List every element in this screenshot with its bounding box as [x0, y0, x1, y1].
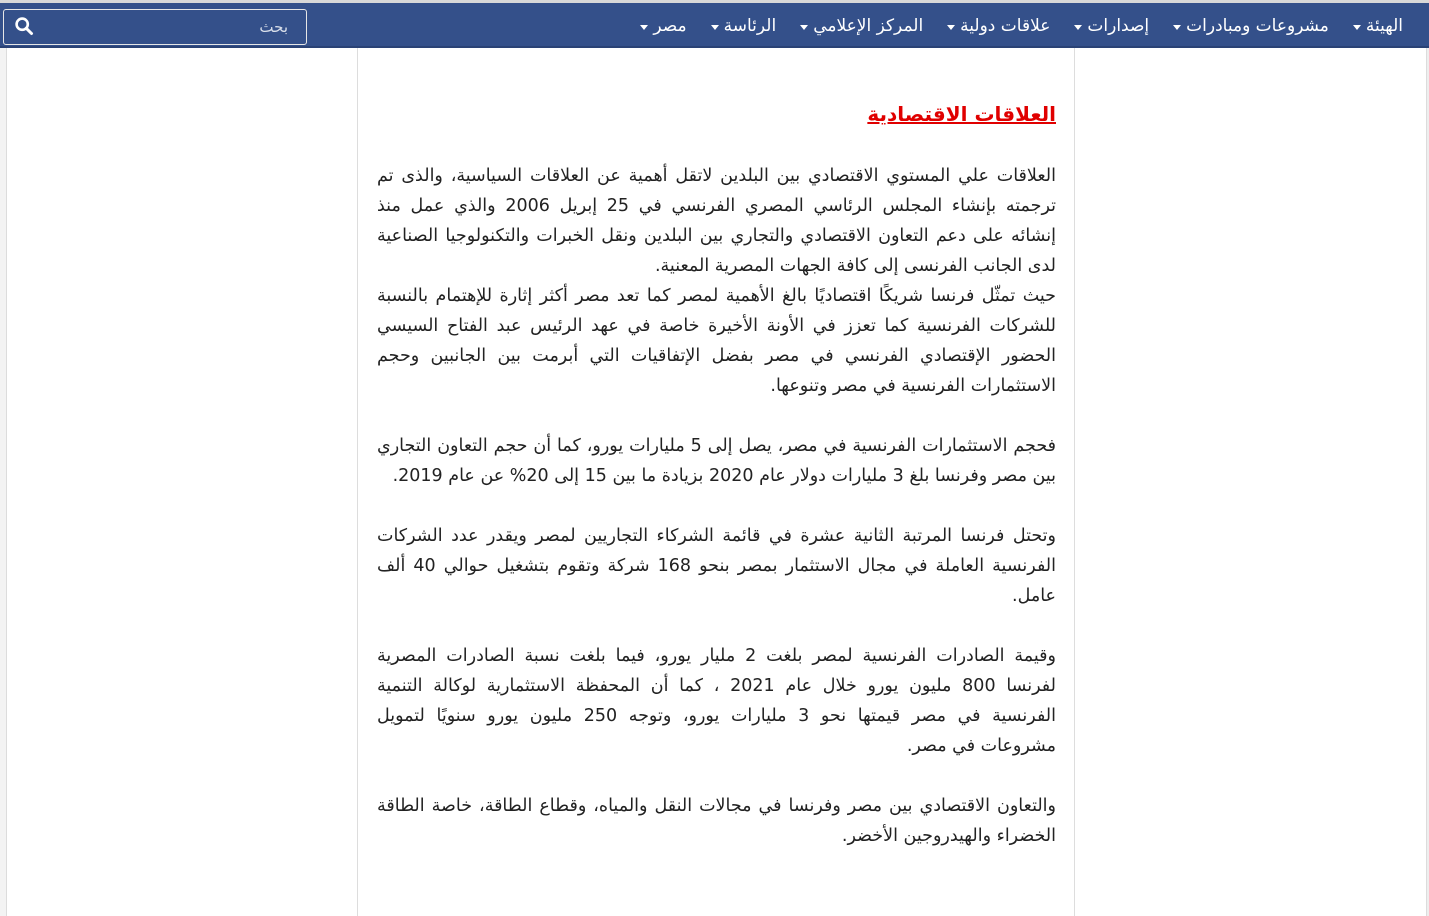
- article-paragraph: وتحتل فرنسا المرتبة الثانية عشرة في قائمة الشركاء التجاريين لمصر ويقدر عدد الشركات الفرنسية العاملة في مجال الاستثمار بمصر بنحو 168 شركة وتقوم بتشغيل حوالي 40 ألف عامل.: [377, 526, 1056, 606]
- article-paragraph: فحجم الاستثمارات الفرنسية في مصر، يصل إلى 5 مليارات يورو، كما أن حجم التعاون التجاري بين مصر وفرنسا بلغ 3 مليارات دولار عام 2020 بزيادة ما بين 15 إلى 20% عن عام 2019.: [377, 436, 1056, 486]
- caret-down-icon: [1173, 25, 1181, 30]
- article-paragraph: والتعاون الاقتصادي بين مصر وفرنسا في مجالات النقل والمياه، وقطاع الطاقة، خاصة الطاقة الخضراء والهيدروجين الأخضر.: [377, 796, 1056, 846]
- caret-down-icon: [800, 25, 808, 30]
- caret-down-icon: [711, 25, 719, 30]
- nav-item-label: علاقات دولية: [960, 15, 1051, 36]
- nav-item-publications[interactable]: [1062, 3, 1161, 48]
- caret-down-icon: [947, 25, 955, 30]
- nav-item-label: مشروعات ومبادرات: [1186, 15, 1329, 36]
- article-paragraph: العلاقات علي المستوي الاقتصادي بين البلدين لاتقل أهمية عن العلاقات السياسية، والذى تم ترجمته بإنشاء المجلس الرئاسي المصري الفرنسي في 25 إبريل 2006 والذي عمل منذ إنشائه على دعم التعاون الاقتصادي والتجاري بين البلدين ونقل الخبرات والتكنولوجيا الصناعية لدى الجانب الفرنسى إلى كافة الجهات المصرية المعنية.: [377, 166, 1056, 276]
- article-title[interactable]: العلاقات الاقتصادية: [867, 102, 1056, 126]
- nav-item-label: مصر: [653, 15, 687, 36]
- left-edge: [0, 48, 7, 916]
- nav-item-authority[interactable]: [1341, 3, 1415, 48]
- navbar: [0, 3, 1429, 48]
- nav-item-international-relations[interactable]: [935, 3, 1062, 48]
- caret-down-icon: [1353, 25, 1361, 30]
- nav-item-projects-initiatives[interactable]: [1161, 3, 1341, 48]
- nav-item-label: المركز الإعلامي: [813, 15, 924, 36]
- nav-item-media-center[interactable]: [788, 3, 935, 48]
- nav-item-egypt[interactable]: [628, 3, 698, 48]
- article-paragraph: وقيمة الصادرات الفرنسية لمصر بلغت 2 مليار يورو، فيما بلغت نسبة الصادرات المصرية لفرنسا 800 مليون يورو خلال عام 2021 ، كما أن المحفظة الاستثمارية لوكالة التنمية الفرنسية في مصر قيمتها نحو 3 مليارات يورو، وتوجه 250 مليون يورو سنويًا لتمويل مشروعات في مصر.: [377, 646, 1056, 756]
- article: [377, 97, 1056, 881]
- nav-item-label: إصدارات: [1087, 15, 1150, 36]
- caret-down-icon: [640, 25, 648, 30]
- search-icon[interactable]: [14, 16, 38, 38]
- nav-menu: [628, 3, 1415, 48]
- caret-down-icon: [1074, 25, 1082, 30]
- nav-item-presidency[interactable]: [699, 3, 789, 48]
- content-column: [357, 48, 1075, 916]
- nav-item-label: الرئاسة: [723, 15, 777, 36]
- nav-item-label: الهيئة: [1365, 15, 1403, 36]
- search-input[interactable]: [48, 10, 300, 44]
- article-paragraph: حيث تمثّل فرنسا شريكًا اقتصاديًا بالغ الأهمية لمصر كما تعد مصر أكثر إثارة للإهتمام بالنسبة للشركات الفرنسية كما تعزز في الأونة الأخيرة خاصة في عهد الرئيس عبد الفتاح السيسي الحضور الإقتصادي الفرنسي في مصر بفضل الإتفاقيات التي أبرمت بين الجانبين وحجم الاستثمارات الفرنسية في مصر وتنوعها.: [377, 286, 1056, 396]
- search-box: [3, 9, 307, 45]
